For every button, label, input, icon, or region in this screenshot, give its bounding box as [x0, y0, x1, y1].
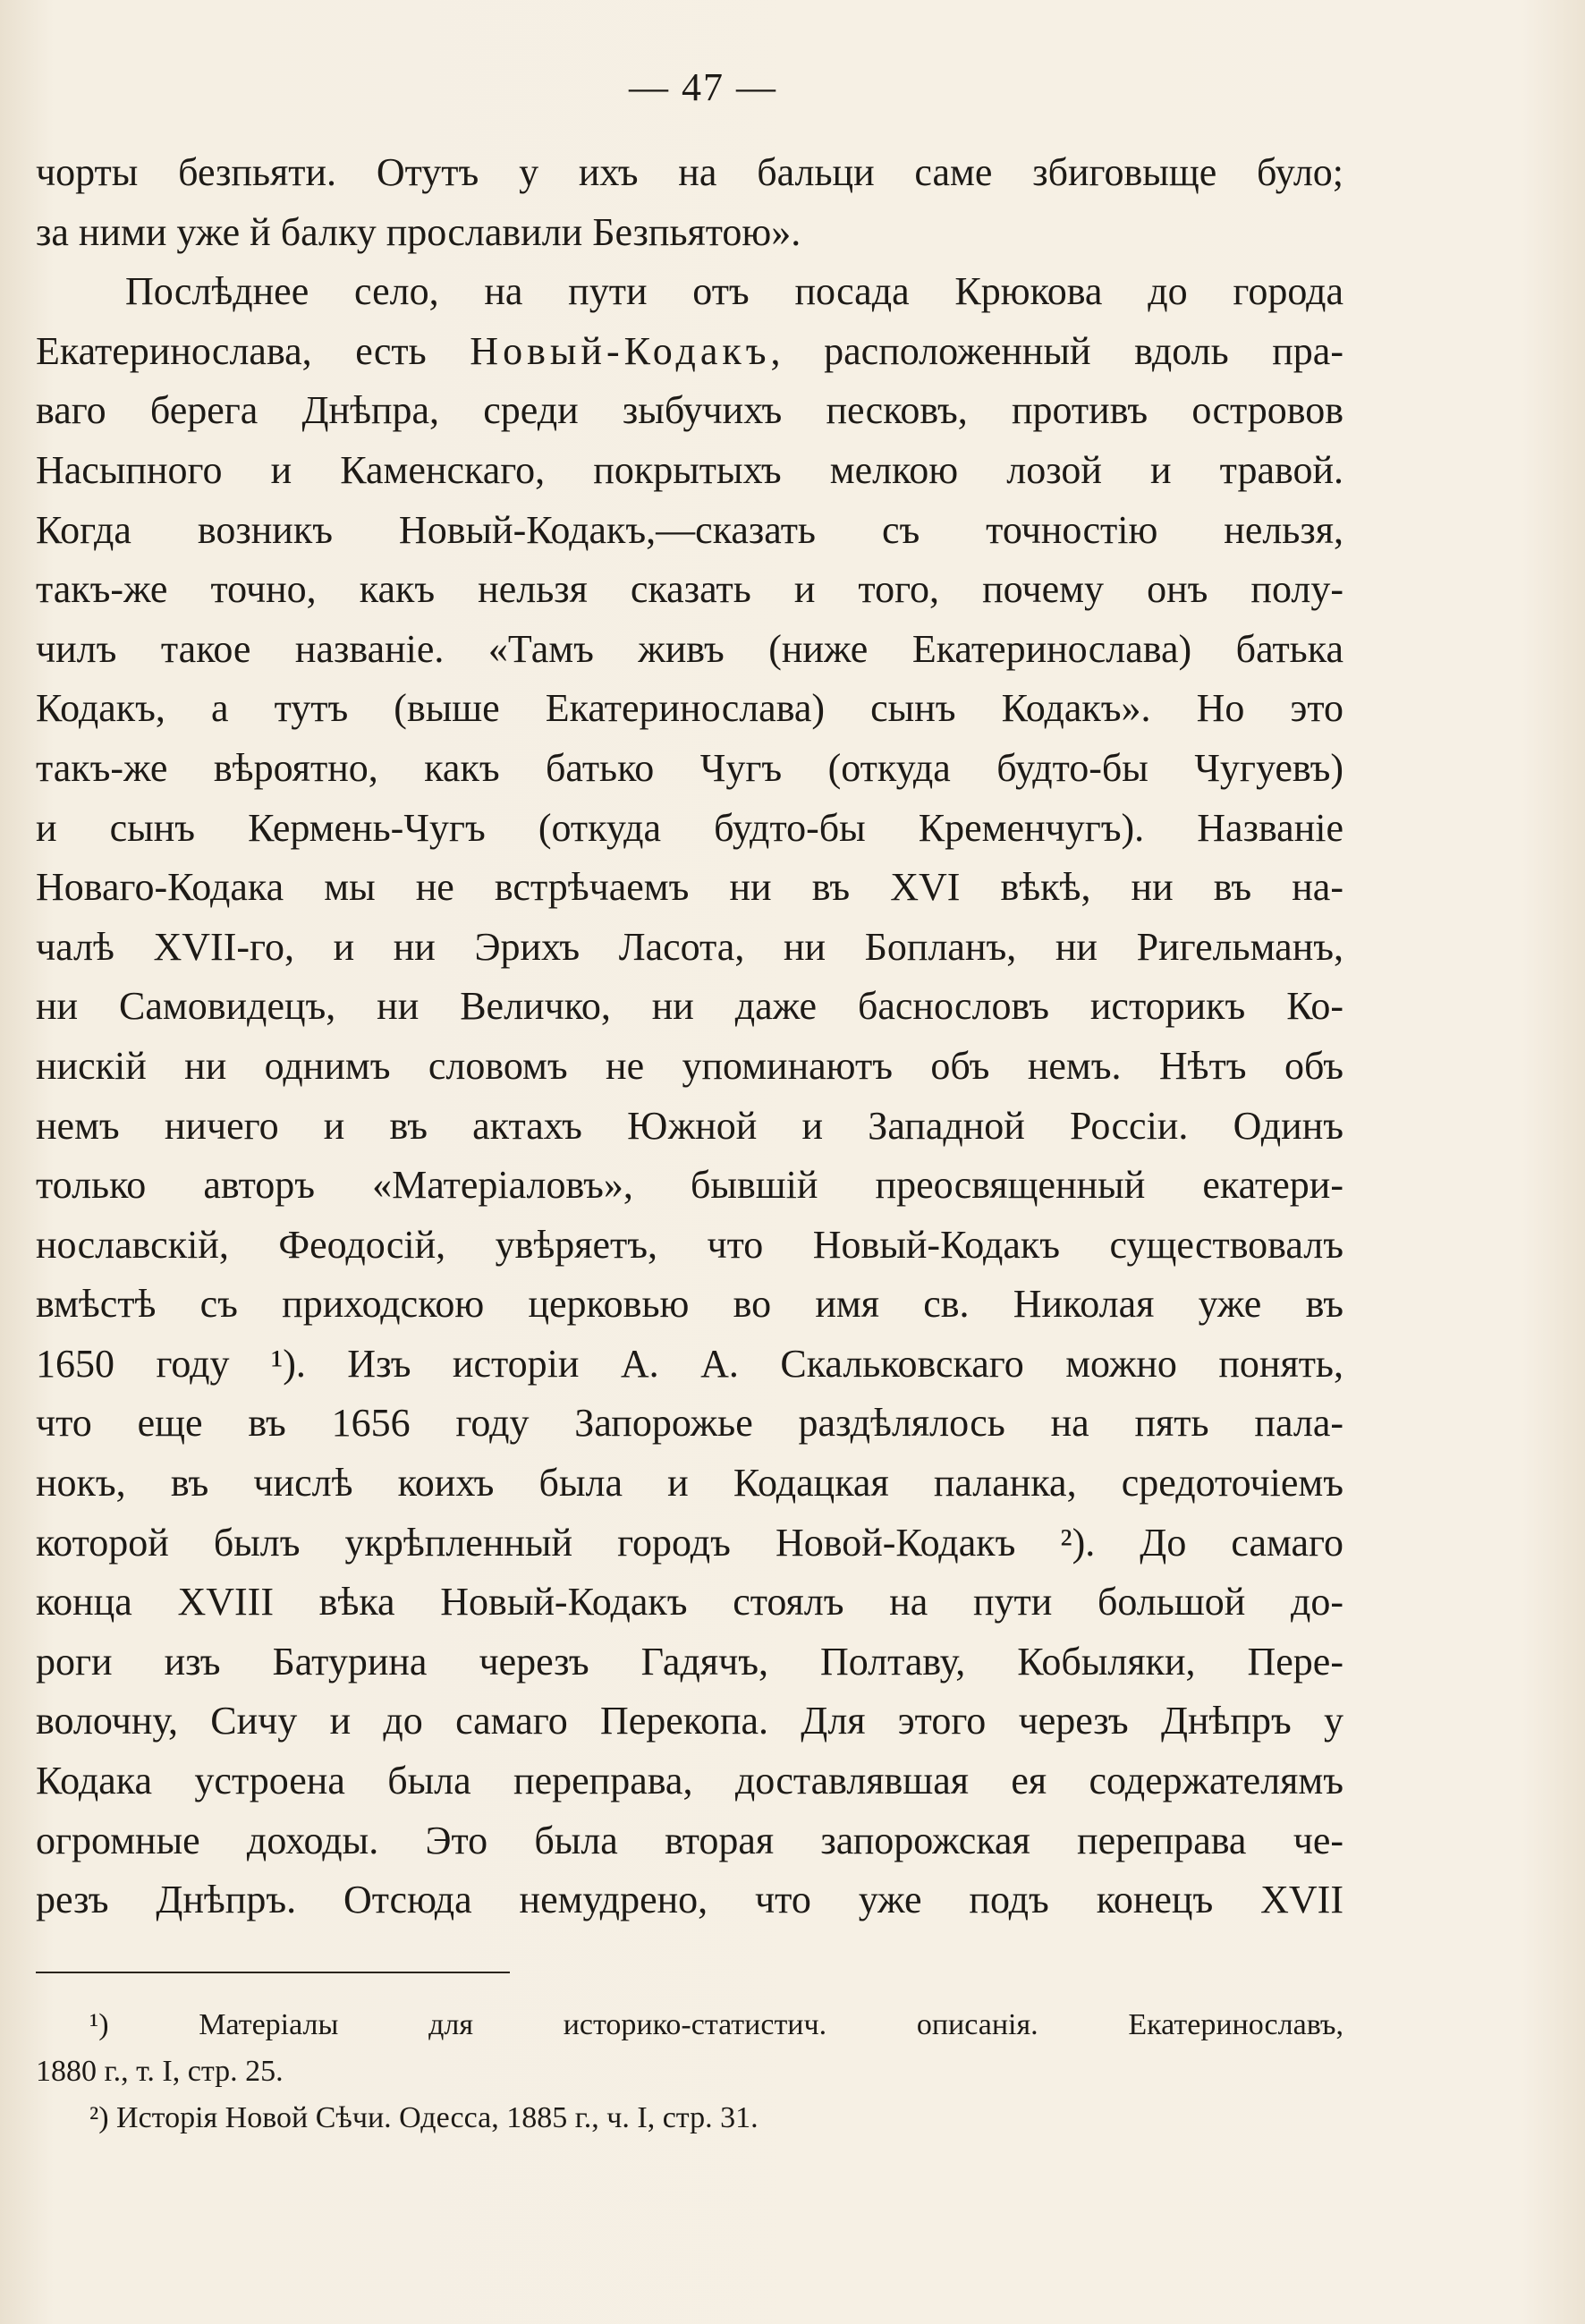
text-line: такъ-же вѣроятно, какъ батько Чугъ (откуда будто-бы Чугуевъ) [36, 745, 1343, 790]
text-line: немъ ничего и въ актахъ Южной и Западной Россіи. Одинъ [36, 1103, 1343, 1148]
footnotes [36, 2002, 1343, 2142]
text-line [36, 322, 1343, 382]
text-line: резъ Днѣпръ. Отсюда немудрено, что уже подъ конецъ XVII [36, 1878, 1343, 1922]
text-line: Насыпного и Каменскаго, покрытыхъ мелкою лозой и травой. [36, 447, 1343, 492]
text-line: и сынъ Кермень-Чугъ (откуда будто-бы Кременчугъ). Названіе [36, 805, 1343, 850]
text-line: 1650 году ¹). Изъ исторіи А. А. Скальковскаго можно понять, [36, 1341, 1343, 1386]
text-line: только авторъ «Матеріаловъ», бывшій преосвященный екатери- [36, 1163, 1343, 1208]
text-line: нокъ, въ числѣ коихъ была и Кодацкая паланка, средоточіемъ [36, 1461, 1343, 1506]
text-line: нославскій, Феодосій, увѣряетъ, что Новый-Кодакъ существовалъ [36, 1222, 1343, 1267]
text-line: роги изъ Батурина черезъ Гадячъ, Полтаву, Кобыляки, Пере- [36, 1639, 1343, 1684]
text-line: за ними уже й балку прославили Безпьятою». [36, 209, 801, 254]
footnote-divider [36, 1972, 510, 1973]
text-line: чалѣ XVII-го, и ни Эрихъ Ласота, ни Бопланъ, ни Ригельманъ, [36, 924, 1343, 969]
text-fragment: Екатеринослава, есть [36, 328, 427, 373]
text-line: что еще въ 1656 году Запорожье раздѣлялось на пять пала- [36, 1401, 1343, 1446]
text-line: такъ-же точно, какъ нельзя сказать и того, почему онъ полу- [36, 567, 1343, 612]
page-number: — 47 — [629, 65, 777, 109]
text-line: Кодакъ, а тутъ (выше Екатеринослава) сынъ Кодакъ». Но это [36, 686, 1343, 731]
text-line: ни Самовидецъ, ни Величко, ни даже баснословъ историкъ Ко- [36, 984, 1343, 1029]
text-line: чорты безпьяти. Отутъ у ихъ на бальци саме збиговыще було; [36, 150, 1343, 194]
text-line: Послѣднее село, на пути отъ посада Крюкова до города [125, 269, 1343, 314]
text-line: Новаго-Кодака мы не встрѣчаемъ ни въ XVI вѣкѣ, ни въ на- [36, 865, 1343, 910]
text-line: волочну, Сичу и до самаго Перекопа. Для этого черезъ Днѣпръ у [36, 1699, 1343, 1743]
text-line: огромные доходы. Это была вторая запорожская переправа че- [36, 1818, 1343, 1862]
body-text [36, 143, 1343, 1930]
text-line: вмѣстѣ съ приходскою церковью во имя св. Николая уже въ [36, 1282, 1343, 1327]
text-line: Кодака устроена была переправа, доставлявшая ея содержателямъ [36, 1759, 1343, 1803]
footnote-line: 1880 г., т. I, стр. 25. [36, 2055, 284, 2088]
text-line: которой былъ укрѣпленный городъ Новой-Кодакъ ²). До самаго [36, 1520, 1343, 1565]
text-line: Когда возникъ Новый-Кодакъ,—сказать съ точностію нельзя, [36, 507, 1343, 552]
footnote-line: ¹) Матеріалы для историко-статистич. описанія. Екатеринославъ, [89, 2008, 1343, 2041]
emphasized-place-name: Новый-Кодакъ [470, 328, 771, 373]
text-fragment: , расположенный вдоль пра- [770, 328, 1343, 373]
text-line: чилъ такое названіе. «Тамъ живъ (ниже Екатеринослава) батька [36, 626, 1343, 671]
footnote-line: ²) Исторія Новой Сѣчи. Одесса, 1885 г., ч. I, стр. 31. [89, 2101, 759, 2134]
text-line: конца XVIII вѣка Новый-Кодакъ стоялъ на пути большой до- [36, 1580, 1343, 1624]
text-line: нискій ни однимъ словомъ не упоминаютъ объ немъ. Нѣтъ объ [36, 1043, 1343, 1088]
text-line: ваго берега Днѣпра, среди зыбучихъ песковъ, противъ островов [36, 388, 1343, 433]
